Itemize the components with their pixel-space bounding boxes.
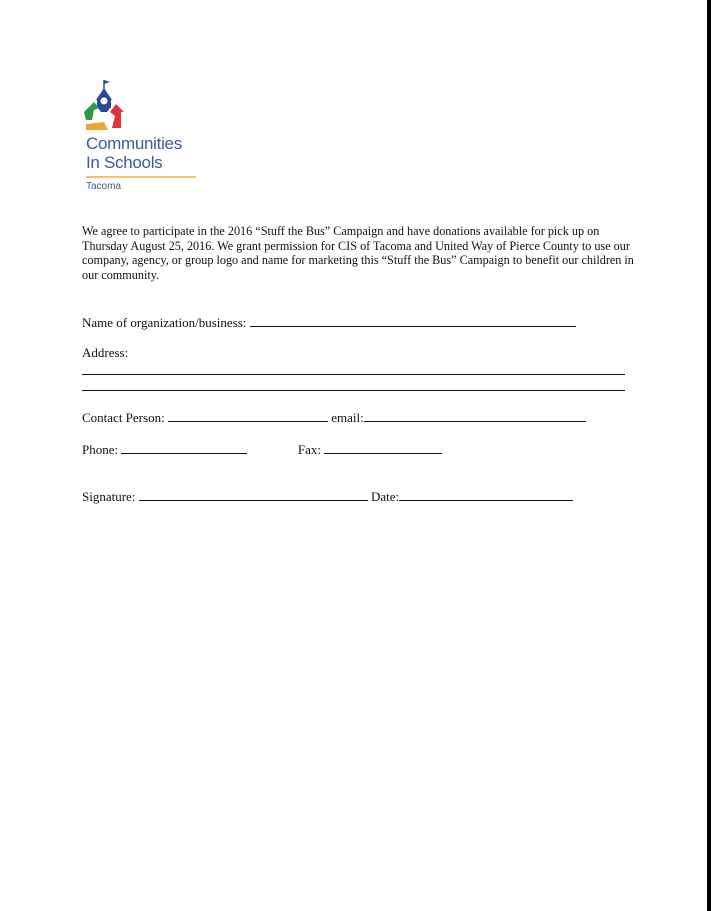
- fax-label: Fax:: [297, 442, 321, 457]
- organization-label: Name of organization/business:: [82, 315, 247, 330]
- organization-row: [82, 314, 576, 331]
- address-label: Address:: [82, 345, 129, 360]
- phone-fax-row: [82, 441, 442, 458]
- phone-field[interactable]: [121, 441, 247, 454]
- cis-logo: [82, 78, 202, 198]
- window-edge-bar: [707, 0, 711, 911]
- date-field[interactable]: [399, 488, 573, 501]
- signature-label: Signature:: [82, 489, 136, 504]
- email-label: email:: [331, 410, 364, 425]
- logo-subtitle: Tacoma: [86, 181, 122, 192]
- address-line-2-field[interactable]: [82, 390, 625, 391]
- contact-row: [82, 409, 586, 426]
- logo-line-1: Communities: [86, 134, 182, 153]
- fax-field[interactable]: [324, 441, 442, 454]
- contact-label: Contact Person:: [82, 410, 165, 425]
- contact-field[interactable]: [168, 409, 328, 422]
- organization-field[interactable]: [250, 314, 576, 327]
- logo-divider: [86, 176, 196, 178]
- agreement-paragraph: We agree to participate in the 2016 “Stuff the Bus” Campaign and have donations available for pick up on Thursday August 25, 2016. We grant permission for CIS of Tacoma and United Way of Pierce County to use our company, agency, or group logo and name for marketing this “Stuff the Bus” Campaign to benefit our children in our community.: [82, 224, 634, 282]
- date-label: Date:: [370, 489, 400, 504]
- signature-field[interactable]: [139, 488, 368, 501]
- logo-wordmark: [86, 134, 182, 172]
- phone-label: Phone:: [82, 442, 119, 457]
- address-line-1-field[interactable]: [82, 374, 625, 375]
- schoolhouse-logo-icon: [82, 78, 142, 134]
- logo-line-2: In Schools: [86, 153, 163, 172]
- signature-row: [82, 488, 573, 505]
- email-field[interactable]: [364, 409, 586, 422]
